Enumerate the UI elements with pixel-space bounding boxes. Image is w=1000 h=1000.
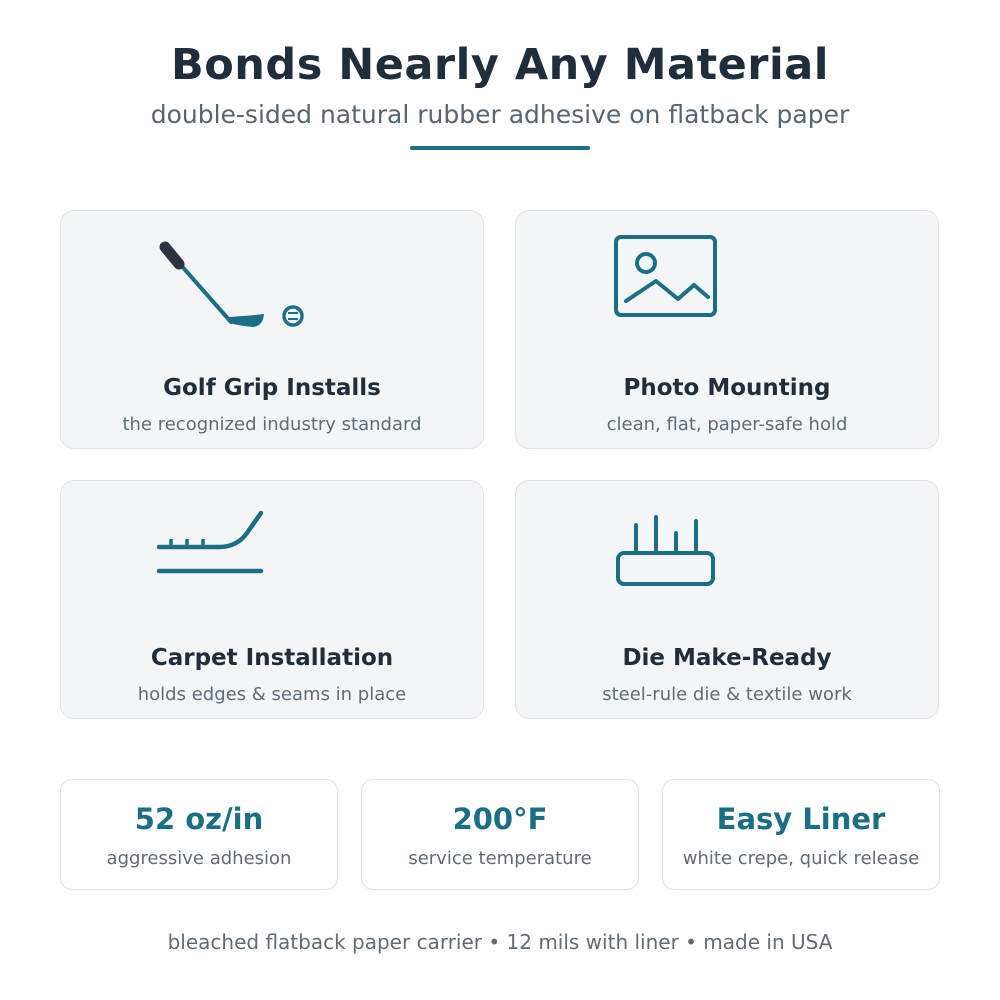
application-subtitle: steel-rule die & textile work — [602, 684, 852, 705]
application-subtitle: clean, flat, paper-safe hold — [606, 414, 848, 435]
carpet-edge-icon — [149, 495, 319, 605]
stat-label: service temperature — [408, 848, 592, 869]
page-title: Bonds Nearly Any Material — [170, 40, 829, 90]
application-card-golf — [60, 210, 484, 449]
stat-label: white crepe, quick release — [682, 848, 920, 869]
stat-label: aggressive adhesion — [106, 848, 292, 869]
steel-rule-die-icon — [604, 495, 774, 605]
footer-note: bleached flatback paper carrier • 12 mils with liner • made in USA — [167, 930, 833, 954]
application-card-die — [515, 480, 939, 719]
stat-value: 52 oz/in — [134, 802, 264, 836]
application-title: Die Make-Ready — [622, 645, 832, 671]
golf-club-icon — [149, 225, 319, 335]
application-card-carpet — [60, 480, 484, 719]
stat-card-temperature — [361, 779, 639, 890]
application-subtitle: holds edges & seams in place — [137, 684, 407, 705]
application-title: Photo Mounting — [623, 375, 831, 401]
title-underline — [410, 146, 590, 150]
stat-card-adhesion — [60, 779, 338, 890]
application-title: Carpet Installation — [150, 645, 394, 671]
application-card-photo — [515, 210, 939, 449]
picture-icon — [604, 225, 774, 335]
stat-card-liner — [662, 779, 940, 890]
application-subtitle: the recognized industry standard — [122, 414, 422, 435]
application-title: Golf Grip Installs — [163, 375, 381, 401]
stat-value: 200°F — [452, 802, 548, 836]
stat-value: Easy Liner — [716, 802, 886, 836]
page-subtitle: double-sided natural rubber adhesive on flatback paper — [150, 100, 850, 129]
